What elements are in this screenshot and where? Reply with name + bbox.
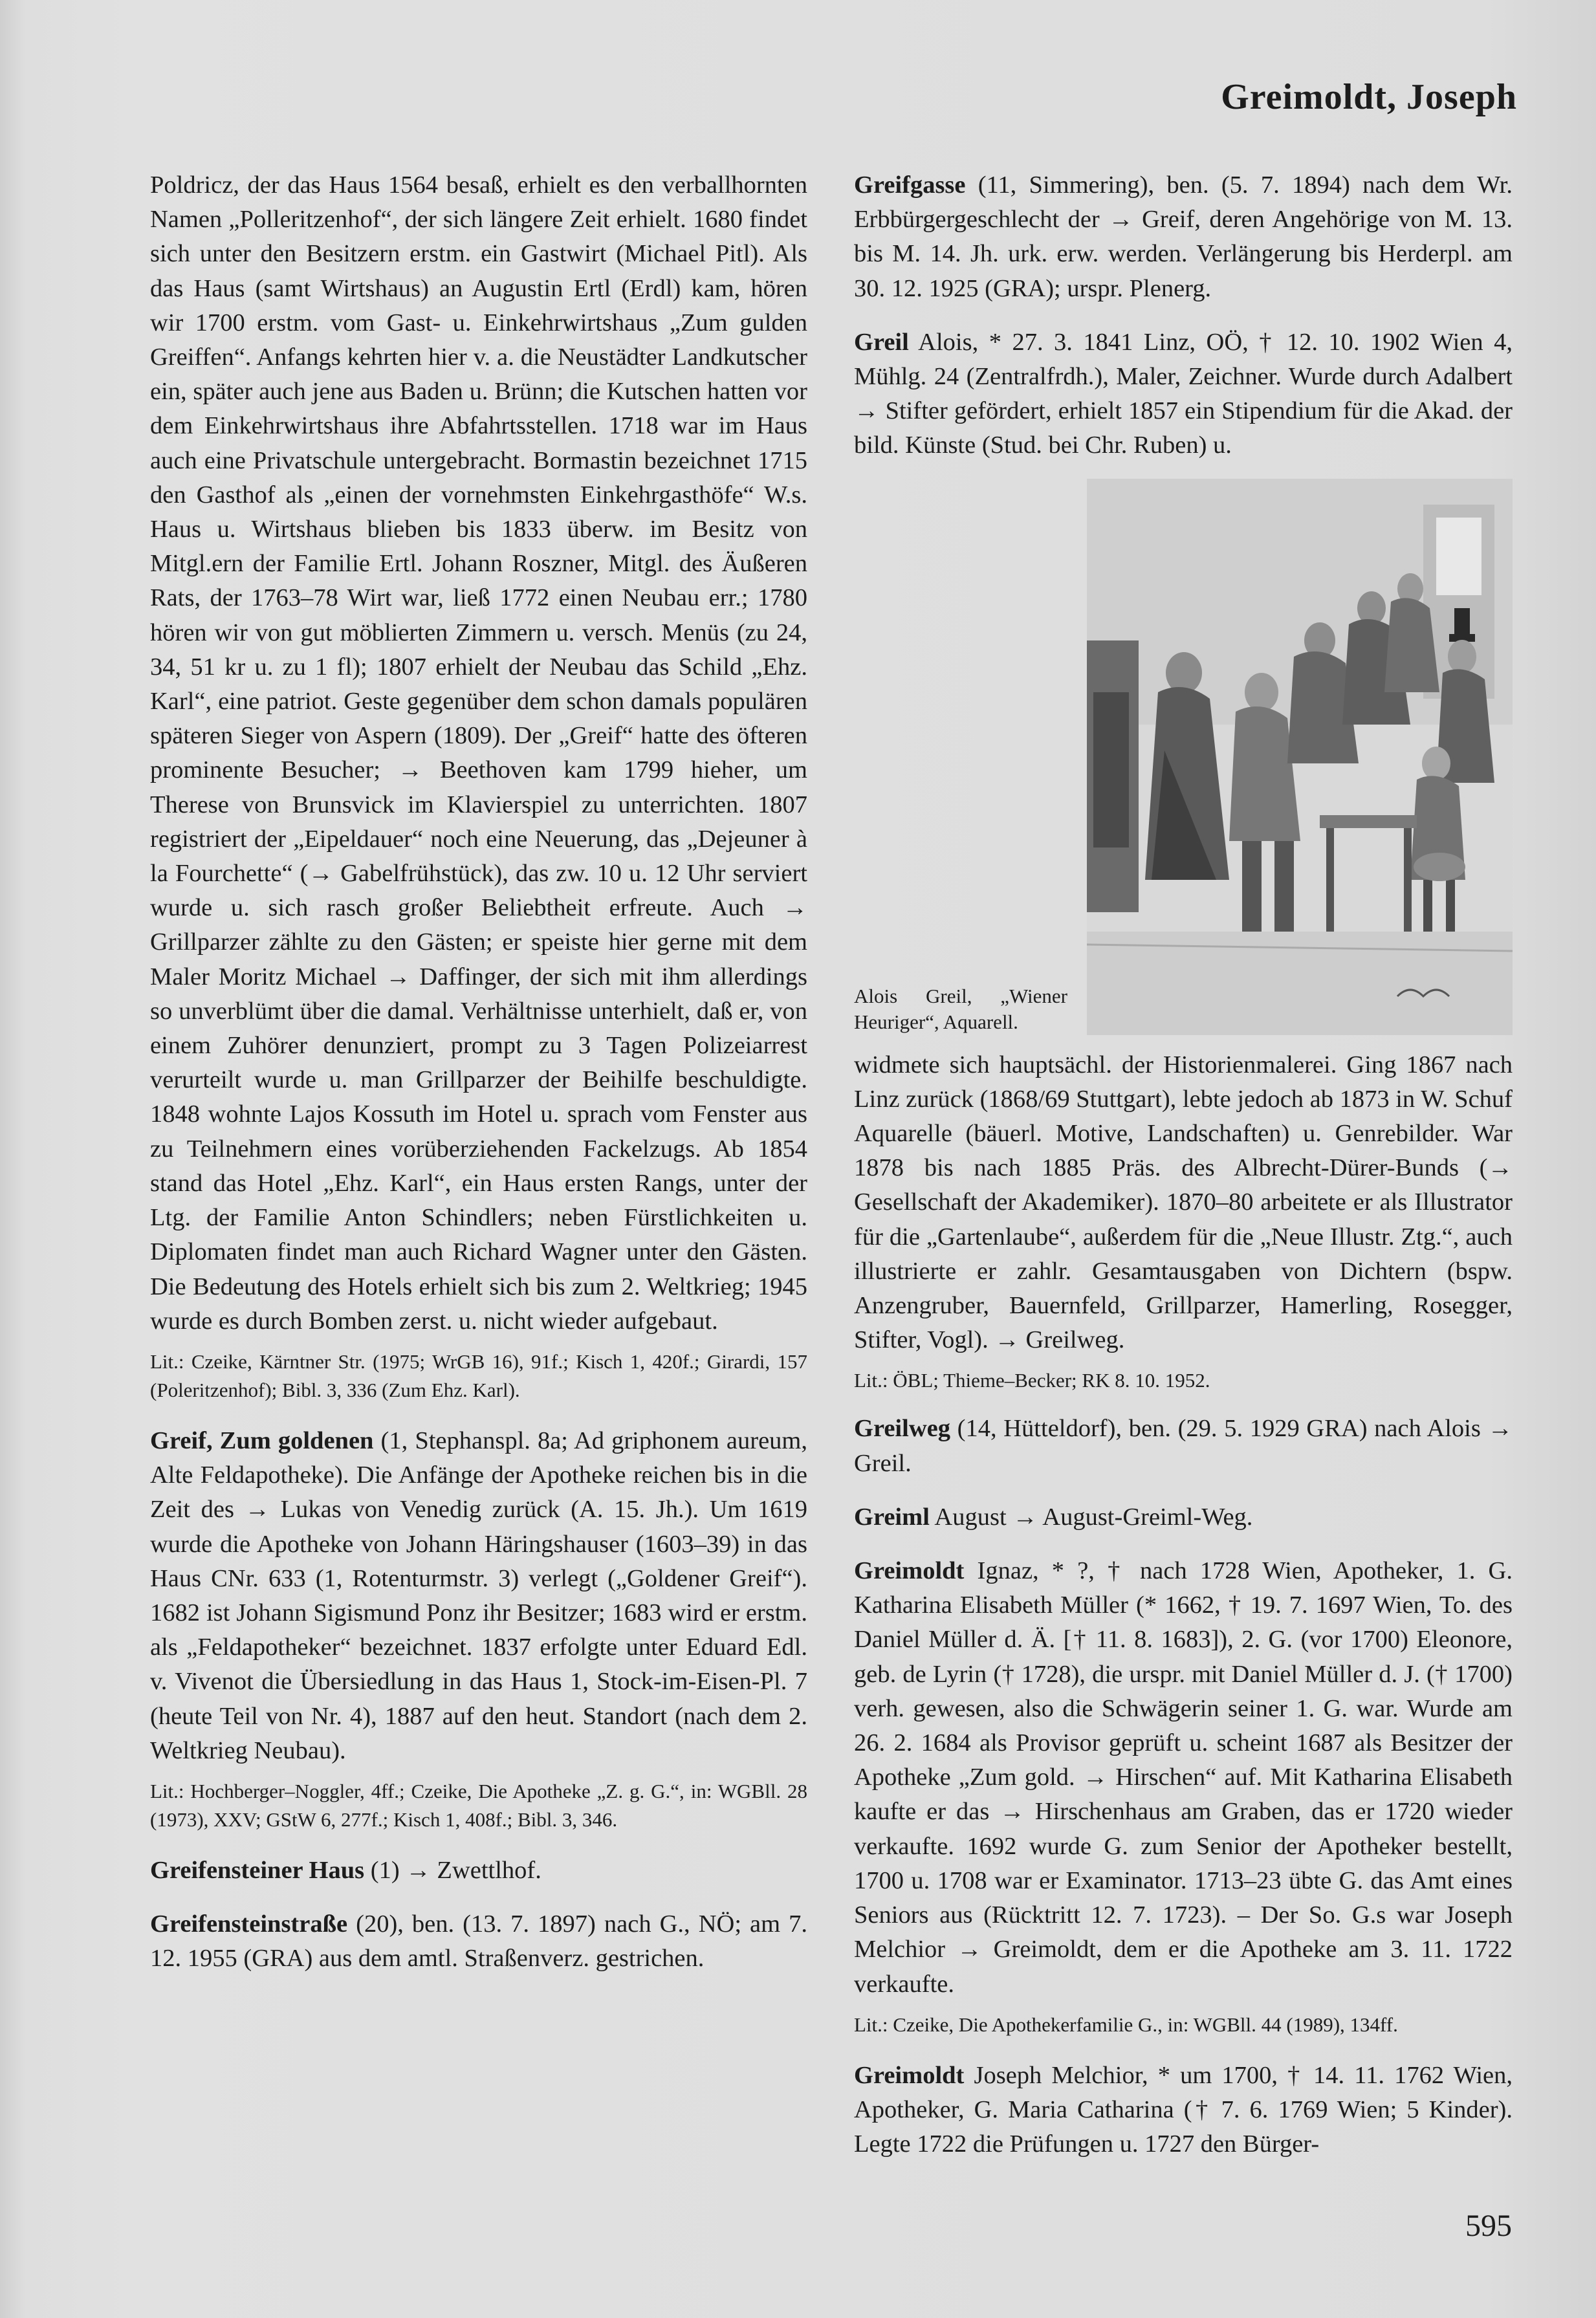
left-column xyxy=(150,168,807,1976)
entry-text: Alois, * 27. 3. 1841 Linz, OÖ, † 12. 10. 1902 Wien 4, Mühlg. 24 (Zentralfrdh.), Maler, Zeichner. Wurde durch Adalbert → Stifter gefördert, erhielt 1857 ein Stipendium für die Akad. der bild. Künste (Stud. bei Chr. Ruben) u. xyxy=(854,328,1513,459)
entry-greil-continued: widmete sich hauptsächl. der Historienmalerei. Ging 1867 nach Linz zurück (1868/69 Stuttgart), lebte jedoch ab 1873 in W. Schuf Aquarelle (bäuerl. Motive, Landschaften) u. Genrebilder. War 1878 bis nach 1885 Präs. des Albrecht-Dürer-Bunds (→ Gesellschaft der Akademiker). 1870–80 arbeitete er als Illustrator für die „Gartenlaube“, außerdem für die „Neue Illustr. Ztg.“, auch illustrierte er zahlr. Gesamtausgaben von Dichtern (bspw. Anzengruber, Bauernfeld, Grillparzer, Hamerling, Rosegger, Stifter, Vogl). → Greilweg. xyxy=(854,1051,1513,1354)
intro-literature: Lit.: Czeike, Kärntner Str. (1975; WrGB 16), 91f.; Kisch 1, 420f.; Girardi, 157 (Poleritzenhof); Bibl. 3, 336 (Zum Ehz. Karl). xyxy=(150,1350,807,1401)
entry-text: (1, Stephanspl. 8a; Ad griphonem aureum, Alte Feldapotheke). Die Anfänge der Apotheke reichen bis in die Zeit des → Lukas von Venedig zurück (A. 15. Jh.). Um 1619 wurde die Apotheke von Johann Häringshauser (1603–39) in das Haus CNr. 633 (1, Rotenturmstr. 3) verlegt („Goldener Greif“). 1682 ist Johann Sigismund Ponz ihr Besitzer; 1683 wird er erstm. als „Feldapotheker“ bezeichnet. 1837 erfolgte unter Eduard Edl. v. Vivenot die Übersiedlung in das Haus 1, Stock-im-Eisen-Pl. 7 (heute Teil von Nr. 4), 1887 auf den heut. Standort (nach dem 2. Weltkrieg Neubau). xyxy=(150,1427,808,1764)
entry-text: (11, Simmering), ben. (5. 7. 1894) nach dem Wr. Erbbürgergeschlecht der → Greif, deren Angehörige von M. 13. bis M. 14. Jh. urk. erw. werden. Verlängerung bis Herderpl. am 30. 12. 1925 (GRA); urspr. Plenerg. xyxy=(854,171,1513,302)
entry-greifensteinstrasse xyxy=(150,1907,807,1976)
entry-literature: Lit.: ÖBL; Thieme–Becker; RK 8. 10. 1952. xyxy=(854,1369,1210,1392)
figure-caption: Alois Greil, „Wiener Heuriger“, Aquarell. xyxy=(854,984,1067,1033)
entry-headword: Greilweg xyxy=(854,1415,950,1443)
entry-greif-zum-goldenen xyxy=(150,1424,807,1768)
entry-headword: Greifgasse xyxy=(854,171,966,199)
entry-headword: Greimoldt xyxy=(854,1557,965,1585)
page-number: 595 xyxy=(1465,2209,1512,2243)
entry-headword: Greiml xyxy=(854,1503,930,1531)
running-head: Greimoldt, Joseph xyxy=(1221,77,1517,117)
entry-greilweg xyxy=(854,1412,1513,1480)
wiener-heuriger-illustration xyxy=(1087,479,1513,1035)
entry-text: (14, Hütteldorf), ben. (29. 5. 1929 GRA) nach Alois → Greil. xyxy=(854,1415,1513,1477)
entry-text: Ignaz, * ?, † nach 1728 Wien, Apotheker, 1. G. Katharina Elisabeth Müller (* 1662, † 19. 7. 1697 Wien, To. des Daniel Müller d. Ä. [† 11. 8. 1683]), 2. G. (vor 1700) Eleonore, geb. de Lyrin († 1728), die urspr. mit Daniel Müller d. J. († 1700) verh. gewesen, also die Schwägerin seiner 1. G. war. Wurde am 26. 2. 1684 als Provisor geprüft u. scheint 1687 als Besitzer der Apotheke „Zum gold. → Hirschen“ auf. Mit Katharina Elisabeth kaufte er das → Hirschenhaus am Graben, das er 1720 wieder verkaufte. 1692 wurde G. zum Senior der Apotheker bestellt, 1700 u. 1708 war er Examinator. 1713–23 übte G. das Amt eines Seniors aus (Rücktritt 12. 7. 1723). – Der So. G.s war Joseph Melchior → Greimoldt, dem er die Apotheke am 3. 11. 1722 verkaufte. xyxy=(854,1557,1513,1998)
entry-headword: Greimoldt xyxy=(854,2061,965,2089)
intro-paragraph: Poldricz, der das Haus 1564 besaß, erhielt es den verballhornten Namen „Polleritzenhof“, der sich längere Zeit erhielt. 1680 findet sich unter den Besitzern erstm. ein Gastwirt (Michael Pitl). Als das Haus (samt Wirtshaus) an Augustin Ertl (Erdl) kam, hören wir 1700 erstm. vom Gast- u. Einkehrwirtshaus „Zum gulden Greiffen“. Anfangs kehrten hier v. a. die Neustädter Landkutscher ein, später auch jene aus Baden u. Brünn; die Kutschen hatten vor dem Einkehrwirtshaus ihre Abfahrtsstellen. 1718 war im Haus auch eine Privatschule untergebracht. Bormastin bezeichnet 1715 den Gasthof als „einen der vornehmsten Einkehrgasthöfe“ W.s. Haus u. Wirtshaus blieben bis 1833 überw. im Besitz von Mitgl.ern der Familie Ertl. Johann Roszner, Mitgl. des Äußeren Rats, der 1763–78 Wirt war, ließ 1772 einen Neubau err.; 1780 hören wir von gut möblierten Zimmern u. versch. Menüs (zu 24, 34, 51 kr u. zu 1 fl); 1807 erhielt der Neubau das Schild „Ehz. Karl“, eine patriot. Geste gegenüber dem schon damals populären späteren Sieger von Aspern (1809). Der „Greif“ hatte des öfteren prominente Besucher; → Beethoven kam 1799 hieher, um Therese von Brunsvick im Klavierspiel zu unterrichten. 1807 registriert der „Eipeldauer“ noch eine Neuerung, das „Dejeuner à la Fourchette“ (→ Gabelfrühstück), das zw. 10 u. 12 Uhr serviert wurde u. sich rasch großer Beliebtheit erfreute. Auch → Grillparzer zählte zu den Gästen; er speiste hier gerne mit dem Maler Moritz Michael → Daffinger, der sich mit ihm allerdings so unverblümt über die damal. Verhältnisse unterhielt, daß er, von einem Zuhörer denunziert, prompt zu 3 Tagen Polizeiarrest verurteilt wurde u. man Grillparzer der Beihilfe beschuldigte. 1848 wohnte Lajos Kossuth im Hotel u. sprach vom Fenster aus zu Teilnehmern eines vorüberziehenden Fackelzugs. Ab 1854 stand das Hotel „Ehz. Karl“, ein Haus ersten Rangs, unter der Ltg. der Familie Anton Schindlers; neben Fürstlichkeiten u. Diplomaten findet man auch Richard Wagner unter den Gästen. Die Bedeutung des Hotels erhielt sich bis zum 2. Weltkrieg; 1945 wurde es durch Bomben zerst. u. nicht wieder aufgebaut. xyxy=(150,171,807,1335)
entry-literature: Lit.: Czeike, Die Apothekerfamilie G., in: WGBll. 44 (1989), 134ff. xyxy=(854,2013,1398,2036)
illustration-drawing xyxy=(1087,479,1513,1035)
entry-greifensteiner-haus xyxy=(150,1853,807,1888)
figure-block xyxy=(854,479,1513,1042)
right-column xyxy=(854,168,1513,2161)
entry-headword: Greil xyxy=(854,328,909,356)
entry-literature: Lit.: Hochberger–Noggler, 4ff.; Czeike, Die Apotheke „Z. g. G.“, in: WGBll. 28 (1973), XXV; GStW 6, 277f.; Kisch 1, 408f.; Bibl. 3, 346. xyxy=(150,1779,807,1831)
entry-greimoldt-joseph xyxy=(854,2059,1513,2162)
entry-text: (20), ben. (13. 7. 1897) nach G., NÖ; am 7. 12. 1955 (GRA) aus dem amtl. Straßenverz. gestrichen. xyxy=(150,1910,807,1973)
entry-greiml xyxy=(854,1500,1513,1535)
entry-text: August → August-Greiml-Weg. xyxy=(929,1503,1253,1531)
entry-greil xyxy=(854,325,1513,463)
entry-text: Joseph Melchior, * um 1700, † 14. 11. 1762 Wien, Apotheker, G. Maria Catharina († 7. 6. 1769 Wien; 5 Kinder). Legte 1722 die Prüfungen u. 1727 den Bürger- xyxy=(854,2061,1513,2158)
entry-greimoldt-ignaz xyxy=(854,1554,1513,2002)
entry-text: (1) → Zwettlhof. xyxy=(364,1856,541,1884)
entry-greifgasse xyxy=(854,168,1513,306)
entry-headword: Greifensteiner Haus xyxy=(150,1856,365,1884)
entry-headword: Greifensteinstraße xyxy=(150,1910,348,1938)
entry-headword: Greif, Zum goldenen xyxy=(150,1427,374,1454)
